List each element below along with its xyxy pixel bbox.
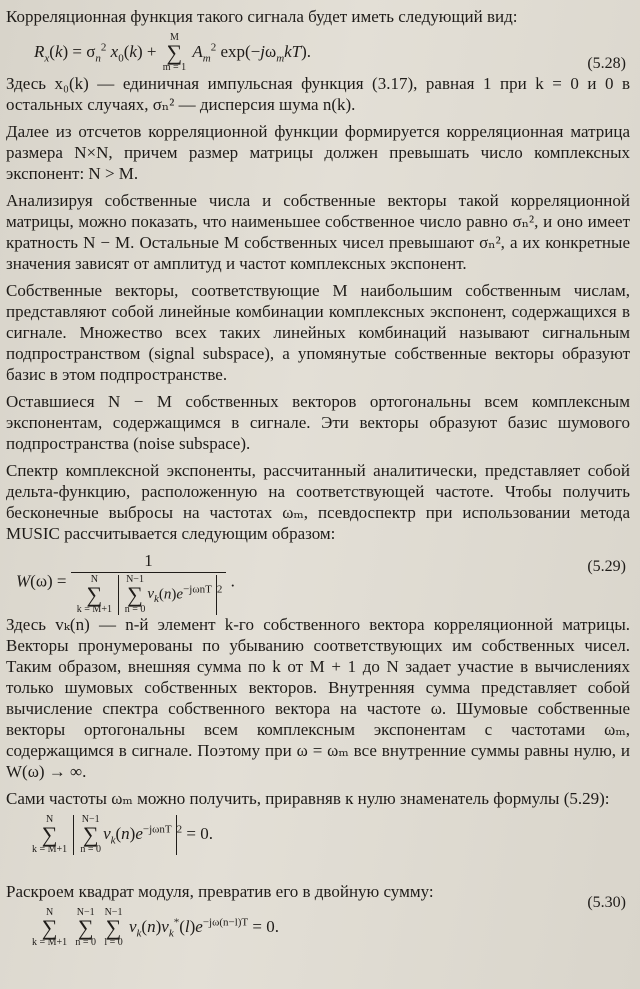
paragraph-frequencies: Сами частоты ωₘ можно получить, приравняв к нулю знаменатель формулы (5.29):: [6, 789, 610, 808]
equation-5-30: (5.30) N ∑ k = M+1 N−1 ∑ n = 0 N−1 ∑ l = 0 $v_k(n)v_k^*(l)e^{-j\omega(n-l)T} = 0$.: [32, 894, 626, 948]
paragraph-noise-subspace: Оставшиеся N − M собственных векторов ортогональны всем комплексным экспонентам, содержащимся в сигнале. Эти векторы образуют базис шумового подпространства (noise subspace).: [6, 392, 630, 453]
equation-number: (5.29): [587, 558, 626, 575]
paragraph-intro: Корреляционная функция такого сигнала будет иметь следующий вид:: [6, 7, 518, 26]
equation-5-28: $R_x(k) = \sigma_n^2$ $x_0(k) + M$ ∑ m = 1 $A_m^2$ $\exp(-j\omega_mkT)$. (5.28): [34, 32, 626, 73]
paragraph-x0: Здесь x₀(k) — единичная импульсная функция (3.17), равная 1 при k = 0 и 0 в остальных случаях, σₙ² — дисперсия шума n(k).: [6, 74, 630, 114]
equation-5-29: W(ω) = 1 N ∑ k = M+1 N−1 ∑ $n = 0v_k(n)e^{-j\omega nT}$ $^2$ . (5.29): [16, 551, 626, 615]
equation-number: (5.30): [587, 894, 626, 911]
paragraph-signal-subspace: Собственные векторы, соответствующие M наибольшим собственным числам, представляют собой линейные комбинации комплексных экспонент, содержащихся в сигнале. Множество всех таких линейных комбинаций называют сигнальным подпространством (signal subspace), а упомянутые собственные векторы образуют базис в этом подпространстве.: [6, 281, 630, 384]
paragraph-spectrum: Спектр комплексной экспоненты, рассчитанный аналитически, представляет собой дельта-функцию, расположенную на соответствующей частоте. Чтобы получить бесконечные выбросы на частотах ωₘ, псевдоспектр при использовании метода MUSIC рассчитывается следующим образом:: [6, 461, 630, 543]
paragraph-matrix: Далее из отсчетов корреляционной функции формируется корреляционная матрица размера N×N, причем размер матрицы должен превышать число комплексных экспонент: N > M.: [6, 122, 630, 183]
equation-number: (5.28): [587, 55, 626, 72]
paragraph-double-sum: Раскроем квадрат модуля, превратив его в двойную сумму:: [6, 882, 434, 901]
paragraph-eigenvector-element: Здесь vₖ(n) — n-й элемент k-го собственного вектора корреляционной матрицы. Векторы пронумерованы по убыванию соответствующих им собственных чисел. Таким образом, внешняя сумма по k от M + 1 до N задает участие в вычислениях только шумовых собственных векторов. Внутренняя сумма представляет собой вычисление спектра собственного вектора на частоте ω. Шумовые собственные векторы ортогональны всем комплексным экспонентам с частотами ωₘ, содержащимся в сигнале. Поэтому при ω = ωₘ все внутренние суммы равны нулю, и W(ω) → ∞.: [6, 615, 630, 781]
paragraph-eigenvalues: Анализируя собственные числа и собственные векторы такой корреляционной матрицы, можно показать, что наименьшее собственное число равно σₙ², и оно имеет кратность N − M. Остальные M собственных чисел превышают σₙ², а их конкретные значения зависят от амплитуд и частот комплексных экспонент.: [6, 191, 630, 273]
equation-denominator-zero: N ∑ k = M+1 N−1 ∑ $n = 0v_k(n)e^{-j\omega nT}$ $^2$ = 0.: [32, 814, 213, 855]
